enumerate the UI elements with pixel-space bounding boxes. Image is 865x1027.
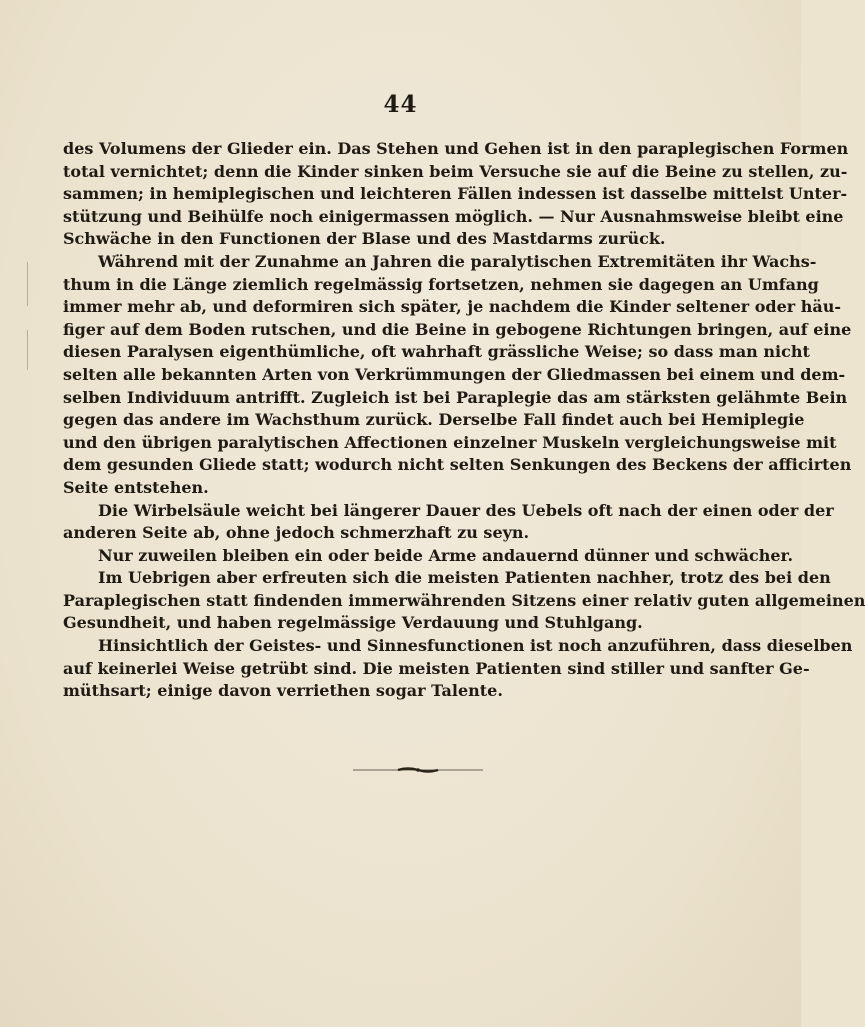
text-line: anderen Seite ab, ohne jedoch schmerzhaft zu seyn.: [63, 523, 530, 543]
text-line: thum in die Länge ziemlich regelmässig fortsetzen, nehmen sie dagegen an Umfang: [63, 274, 819, 294]
margin-crease: [27, 262, 28, 306]
text-line: Nur zuweilen bleiben ein oder beide Arme andauernd dünner und schwächer.: [98, 545, 794, 565]
text-line: stützung und Beihülfe noch einigermassen möglich. — Nur Ausnahmsweise bleibt eine: [63, 206, 844, 226]
page-number: 44: [383, 91, 418, 118]
text-line: selten alle bekannten Arten von Verkrümmungen der Gliedmassen bei einem und dem-: [63, 364, 846, 384]
text-line: Hinsichtlich der Geistes- und Sinnesfunctionen ist noch anzuführen, dass dieselben: [98, 636, 853, 656]
text-line: dem gesunden Gliede statt; wodurch nicht selten Senkungen des Beckens der afficirten: [63, 455, 852, 475]
text-line: immer mehr ab, und deformiren sich später, je nachdem die Kinder seltener oder häu-: [63, 297, 842, 317]
text-line: Gesundheit, und haben regelmässige Verdauung und Stuhlgang.: [63, 613, 643, 633]
text-line: müthsart; einige davon verriethen sogar Talente.: [63, 681, 503, 701]
text-line: Während mit der Zunahme an Jahren die paralytischen Extremitäten ihr Wachs-: [98, 251, 817, 271]
text-line: des Volumens der Glieder ein. Das Stehen und Gehen ist in den paraplegischen Formen: [63, 139, 849, 158]
text-line: Im Uebrigen aber erfreuten sich die meisten Patienten nachher, trotz des bei den: [98, 568, 831, 588]
text-line: sammen; in hemiplegischen und leichteren Fällen indessen ist dasselbe mittelst Unter-: [63, 184, 848, 204]
margin-crease: [27, 330, 28, 370]
text-line: figer auf dem Boden rutschen, und die Beine in gebogene Richtungen bringen, auf eine: [63, 319, 852, 339]
text-line: selben Individuum antrifft. Zugleich ist bei Paraplegie das am stärksten gelähmte Bein: [63, 387, 848, 407]
text-line: Paraplegischen statt findenden immerwährenden Sitzens einer relativ guten allgemeinen: [63, 590, 865, 610]
text-line: gegen das andere im Wachsthum zurück. Derselbe Fall findet auch bei Hemiplegie: [63, 410, 805, 430]
divider-rule-icon: [353, 766, 483, 774]
text-line: und den übrigen paralytischen Affectionen einzelner Muskeln vergleichungsweise mit: [63, 432, 837, 452]
text-line: Seite entstehen.: [63, 477, 209, 497]
text-line: Schwäche in den Functionen der Blase und des Mastdarms zurück.: [63, 229, 666, 249]
text-line: total vernichtet; denn die Kinder sinken beim Versuche sie auf die Beine zu stellen, zu-: [63, 161, 848, 181]
body-text: [63, 138, 865, 703]
text-line: auf keinerlei Weise getrübt sind. Die meisten Patienten sind stiller und sanfter Ge-: [63, 658, 810, 678]
text-line: Die Wirbelsäule weicht bei längerer Dauer des Uebels oft nach der einen oder der: [98, 500, 834, 520]
text-line: diesen Paralysen eigenthümliche, oft wahrhaft grässliche Weise; so dass man nicht: [63, 342, 810, 362]
